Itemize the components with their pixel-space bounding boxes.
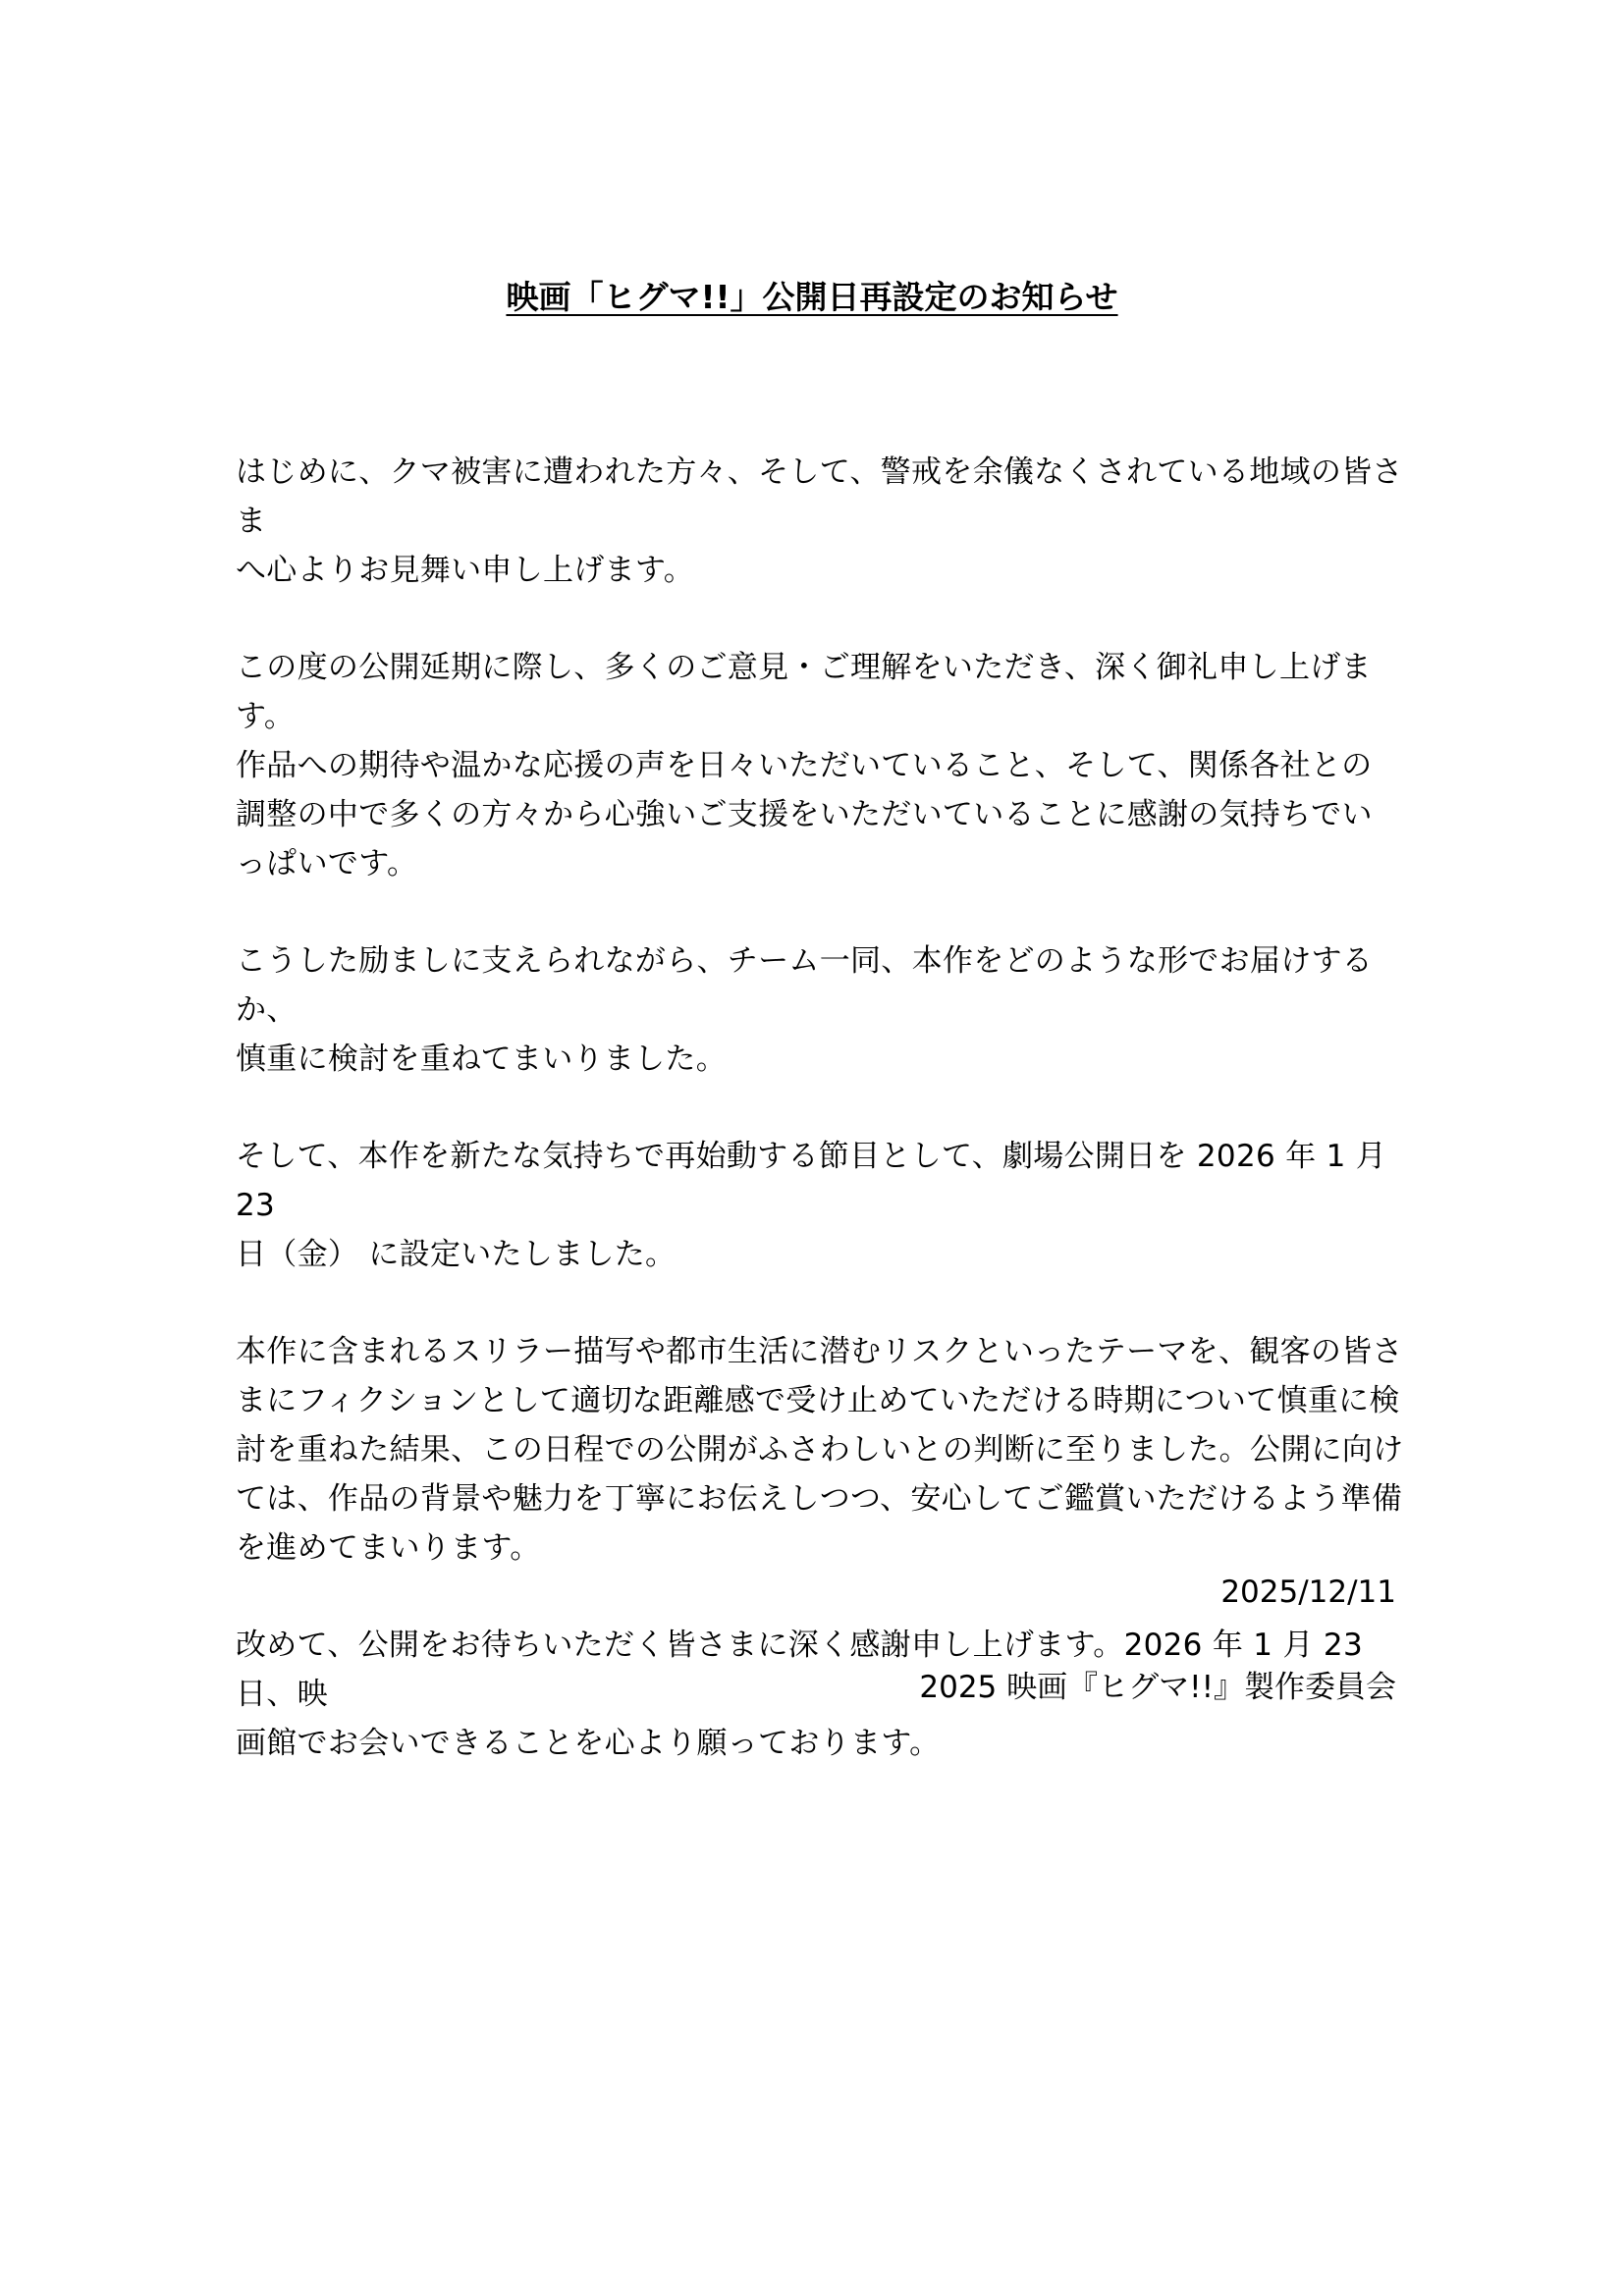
paragraph-deliberation: こうした励ましに支えられながら、チーム一同、本作をどのような形でお届けするか、 慎重に検討を重ねてまいりました。: [236, 943, 1374, 1077]
paragraph-release-date: そして、本作を新たな気持ちで再始動する節目として、劇場公開日を 2026 年 1 月 23 日（金） に設定いたしました。: [236, 1139, 1387, 1272]
paragraph-gratitude: この度の公開延期に際し、多くのご意見・ご理解をいただき、深く御礼申し上げます。 作品への期待や温かな応援の声を日々いただいていること、そして、関係各社との 調整の中で多くの方々から心強いご支援をいただいていることに感謝の気持ちでい っぱいです。: [236, 650, 1373, 881]
document-title: [0, 273, 1624, 322]
paragraph-condolence: はじめに、クマ被害に遭われた方々、そして、警戒を余儀なくされている地域の皆さま へ心よりお見舞い申し上げます。: [236, 454, 1403, 588]
paragraph-reasoning: 本作に含まれるスリラー描写や都市生活に潜むリスクといったテーマを、観客の皆さ まにフィクションとして適切な距離感で受け止めていただける時期について慎重に検 討を重ねた結果、この日程での公開がふさわしいとの判断に至りました。公開に向け ては、作品の背景や魅力を丁寧にお伝えしつつ、安心してご鑑賞いただけるよう準備 を進めてまいります。: [236, 1334, 1404, 1566]
document-title-text: 映画「ヒグマ!!」公開日再設定のお知らせ: [506, 278, 1118, 316]
document-issuer: 2025 映画『ヒグマ!!』製作委員会: [919, 1670, 1396, 1705]
document-date: 2025/12/11: [1220, 1575, 1396, 1610]
paragraph-closing: 改めて、公開をお待ちいただく皆さまに深く感謝申し上げます。2026 年 1 月 23 日、映 画館でお会いできることを心より願っております。: [236, 1628, 1363, 1761]
